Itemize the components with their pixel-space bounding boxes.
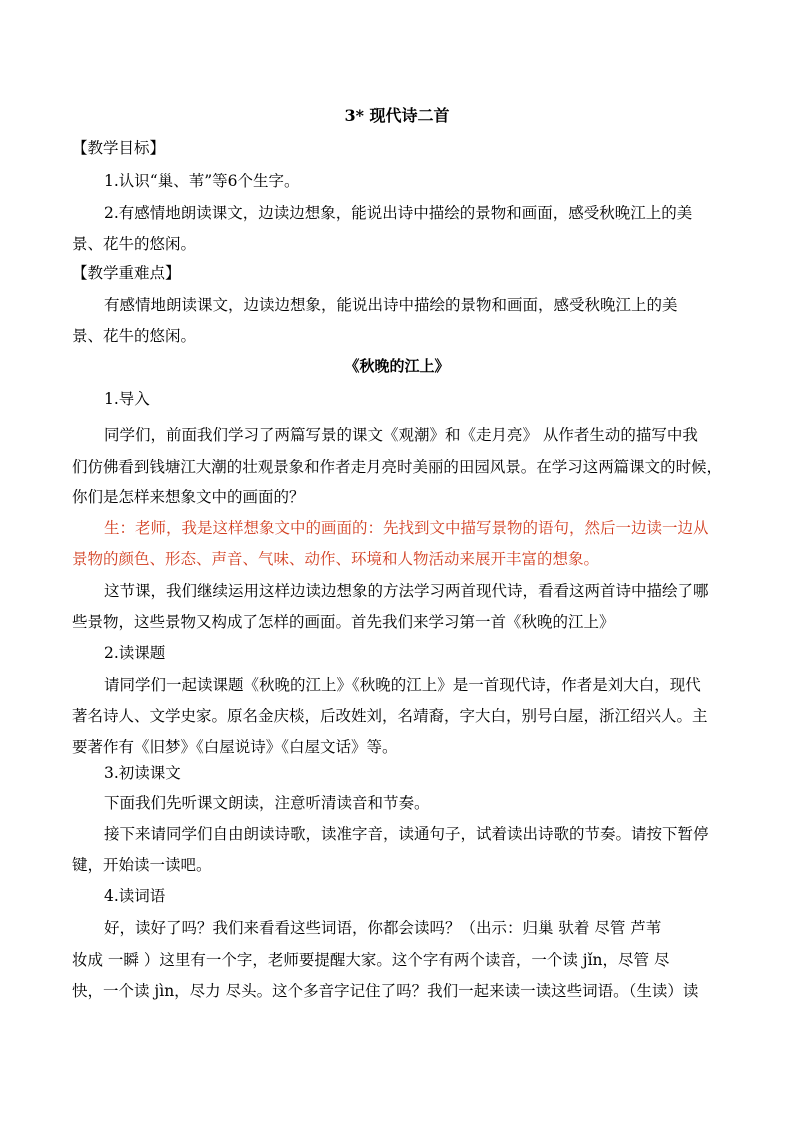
goals-heading: 【教学目标】 [72,139,166,157]
section-4-line-1: 好，读好了吗？我们来看看这些词语，你都会读吗？（出示：归巢 驮着 尽管 芦苇 [104,919,662,937]
section-4-line-2: 妆成 一瞬 ）这里有一个字，老师要提醒大家。这个字有两个读音，一个读 jǐn，尽管 尽 [72,951,670,969]
section-3-line-3: 键，开始读一读吧。 [72,856,212,874]
goal-2-line-2: 景、花牛的悠闲。 [72,235,197,253]
section-2-line-3: 要著作有《旧梦》《白屋说诗》《白屋文话》等。 [72,738,398,756]
goal-1: 1.认识“巢、苇”等6个生字。 [104,172,300,190]
section-1-para-2-line-2: 些景物，这些景物又构成了怎样的画面。首先我们来学习第一首《秋晚的江上》 [72,613,615,631]
section-4-heading: 4.读词语 [104,887,166,905]
section-2-line-2: 著名诗人、文学史家。原名金庆棪，后改姓刘，名靖裔，字大白，别号白屋，浙江绍兴人。主 [72,707,708,725]
section-4-line-3: 快，一个读 jìn，尽力 尽头。这个多音字记住了吗？我们一起来读一读这些词语。（生读）读 [72,982,699,1000]
section-3-heading: 3.初读课文 [104,764,181,782]
student-answer-line-1: 生：老师，我是这样想象文中的画面的：先找到文中描写景物的语句，然后一边读一边从 [104,519,709,537]
section-3-line-2: 接下来请同学们自由朗读诗歌，读准字音，读通句子，试着读出诗歌的节奏。请按下暂停 [104,825,709,843]
key-points-heading: 【教学重难点】 [72,264,181,282]
goal-2-line-1: 2.有感情地朗读课文，边读边想象，能说出诗中描绘的景物和画面，感受秋晚江上的美 [104,204,693,222]
student-answer-line-2: 景物的颜色、形态、声音、气味、动作、环境和人物活动来展开丰富的想象。 [72,550,600,568]
section-1-para-line-3: 你们是怎样来想象文中的画面的？ [72,488,305,506]
section-2-line-1: 请同学们一起读课题《秋晚的江上》《秋晚的江上》是一首现代诗，作者是刘大白，现代 [104,676,701,694]
section-1-para-line-2: 们仿佛看到钱塘江大潮的壮观景象和作者走月亮时美丽的田园风景。在学习这两篇课文的时候， [72,458,723,476]
key-points-line-1: 有感情地朗读课文，边读边想象，能说出诗中描绘的景物和画面，感受秋晚江上的美 [104,296,678,314]
section-2-heading: 2.读课题 [104,644,166,662]
document-title: 3* 现代诗二首 [344,106,450,125]
section-3-line-1: 下面我们先听课文朗读，注意听清读音和节奏。 [104,794,430,812]
section-1-heading: 1.导入 [104,390,150,408]
section-1-para-2-line-1: 这节课，我们继续运用这样边读边想象的方法学习两首现代诗，看看这两首诗中描绘了哪 [104,582,709,600]
poem-title: 《秋晚的江上》 [344,357,450,375]
section-1-para-line-1: 同学们，前面我们学习了两篇写景的课文《观潮》和《走月亮》 从作者生动的描写中我 [104,426,698,444]
key-points-line-2: 景、花牛的悠闲。 [72,327,197,345]
